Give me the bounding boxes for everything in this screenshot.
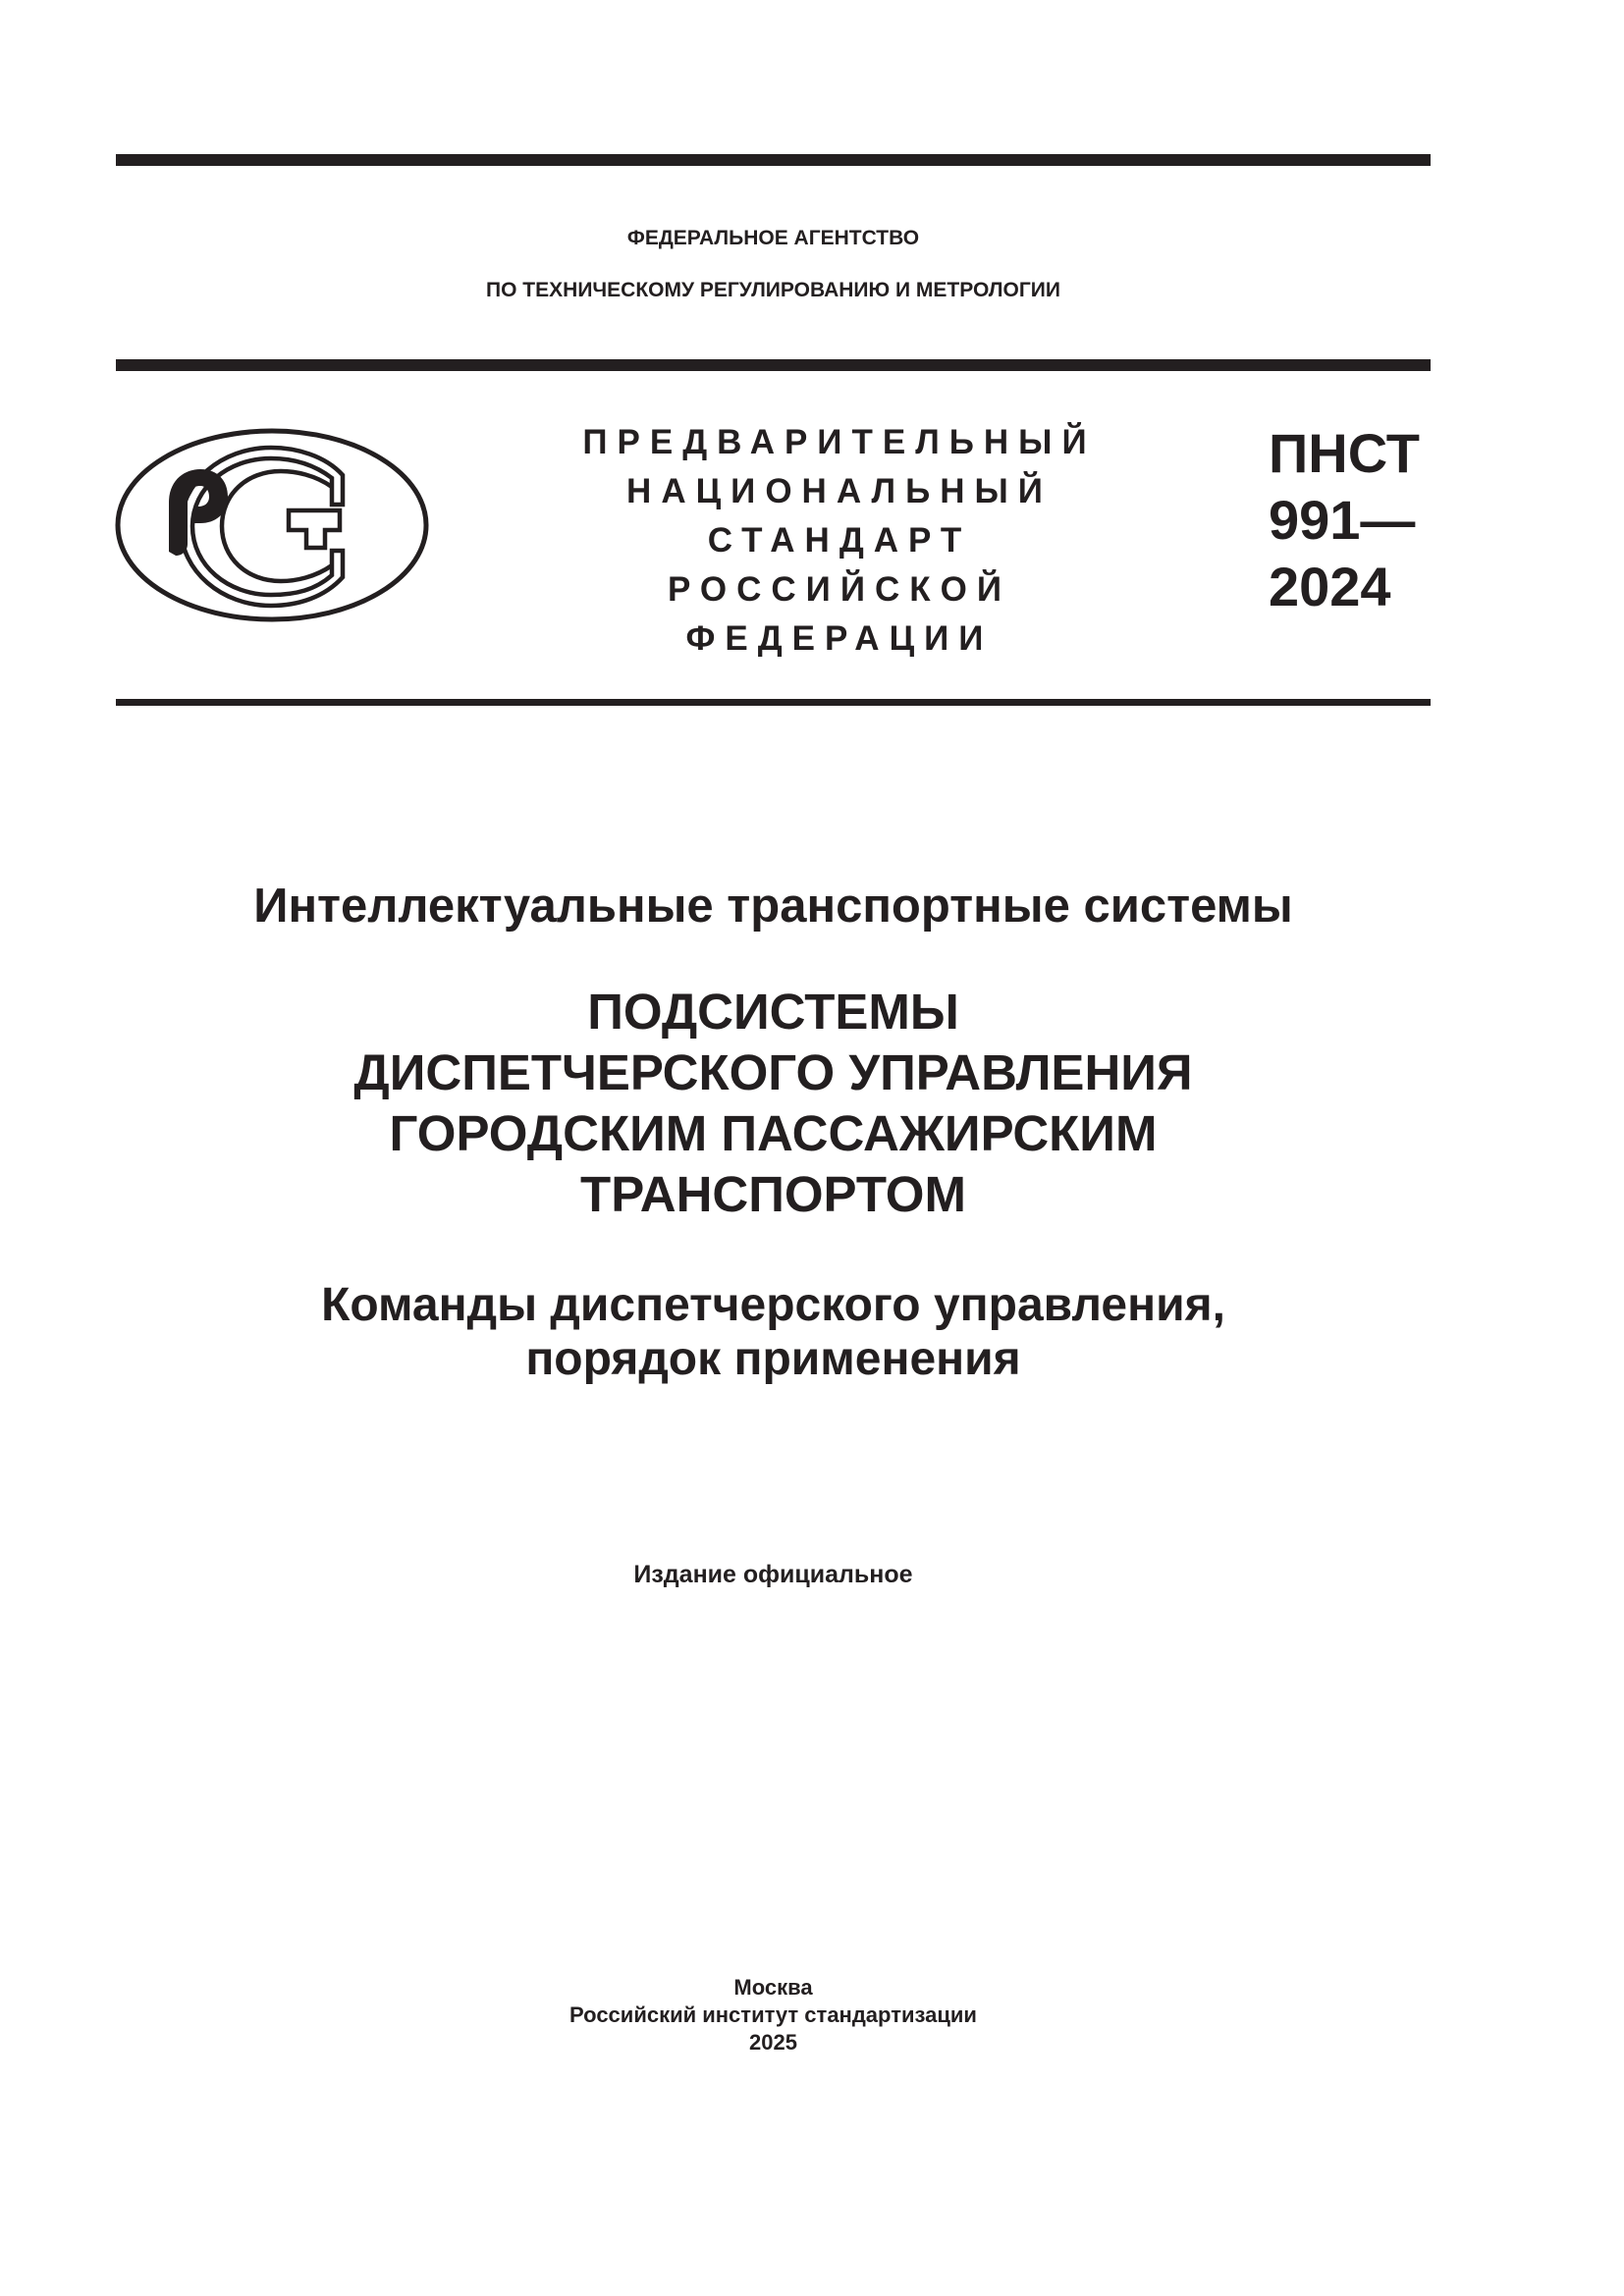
title-line: ТРАНСПОРТОМ xyxy=(580,1166,966,1222)
imprint-year: 2025 xyxy=(749,2030,797,2055)
part-title-line: порядок применения xyxy=(525,1333,1021,1385)
document-title xyxy=(116,982,1431,1225)
title-block-rule xyxy=(116,699,1431,706)
imprint xyxy=(116,1974,1431,2056)
standard-designation xyxy=(1269,420,1420,620)
document-subtitle: Интеллектуальные транспортные системы xyxy=(253,880,1293,933)
standard-type-line: ПРЕДВАРИТЕЛЬНЫЙ xyxy=(582,423,1097,461)
standard-type-line: НАЦИОНАЛЬНЫЙ xyxy=(626,472,1053,510)
imprint-publisher: Российский институт стандартизации xyxy=(569,2002,977,2027)
designation-prefix: ПНСТ xyxy=(1269,422,1420,484)
standard-type-line: ФЕДЕРАЦИИ xyxy=(685,619,994,658)
standard-type-line: РОССИЙСКОЙ xyxy=(668,570,1011,609)
designation-year: 2024 xyxy=(1269,556,1391,617)
document-part-title xyxy=(116,1278,1431,1386)
title-line: ДИСПЕТЧЕРСКОГО УПРАВЛЕНИЯ xyxy=(353,1044,1193,1100)
title-line: ПОДСИСТЕМЫ xyxy=(587,984,959,1040)
agency-line-1: ФЕДЕРАЛЬНОЕ АГЕНТСТВО xyxy=(626,227,920,249)
gost-r-rst-logo-icon xyxy=(114,428,430,624)
standard-type-line: СТАНДАРТ xyxy=(707,521,972,560)
agency-line-2: ПО ТЕХНИЧЕСКОМУ РЕГУЛИРОВАНИЮ И МЕТРОЛОГИИ xyxy=(486,279,1060,301)
top-rule xyxy=(116,154,1431,166)
designation-number: 991— xyxy=(1269,489,1416,551)
part-title-line: Команды диспетчерского управления, xyxy=(321,1279,1225,1331)
standard-type xyxy=(550,418,1129,664)
edition-label: Издание официальное xyxy=(633,1561,913,1588)
header-rule xyxy=(116,359,1431,371)
title-line: ГОРОДСКИМ ПАССАЖИРСКИМ xyxy=(389,1105,1158,1161)
imprint-city: Москва xyxy=(733,1975,813,2000)
